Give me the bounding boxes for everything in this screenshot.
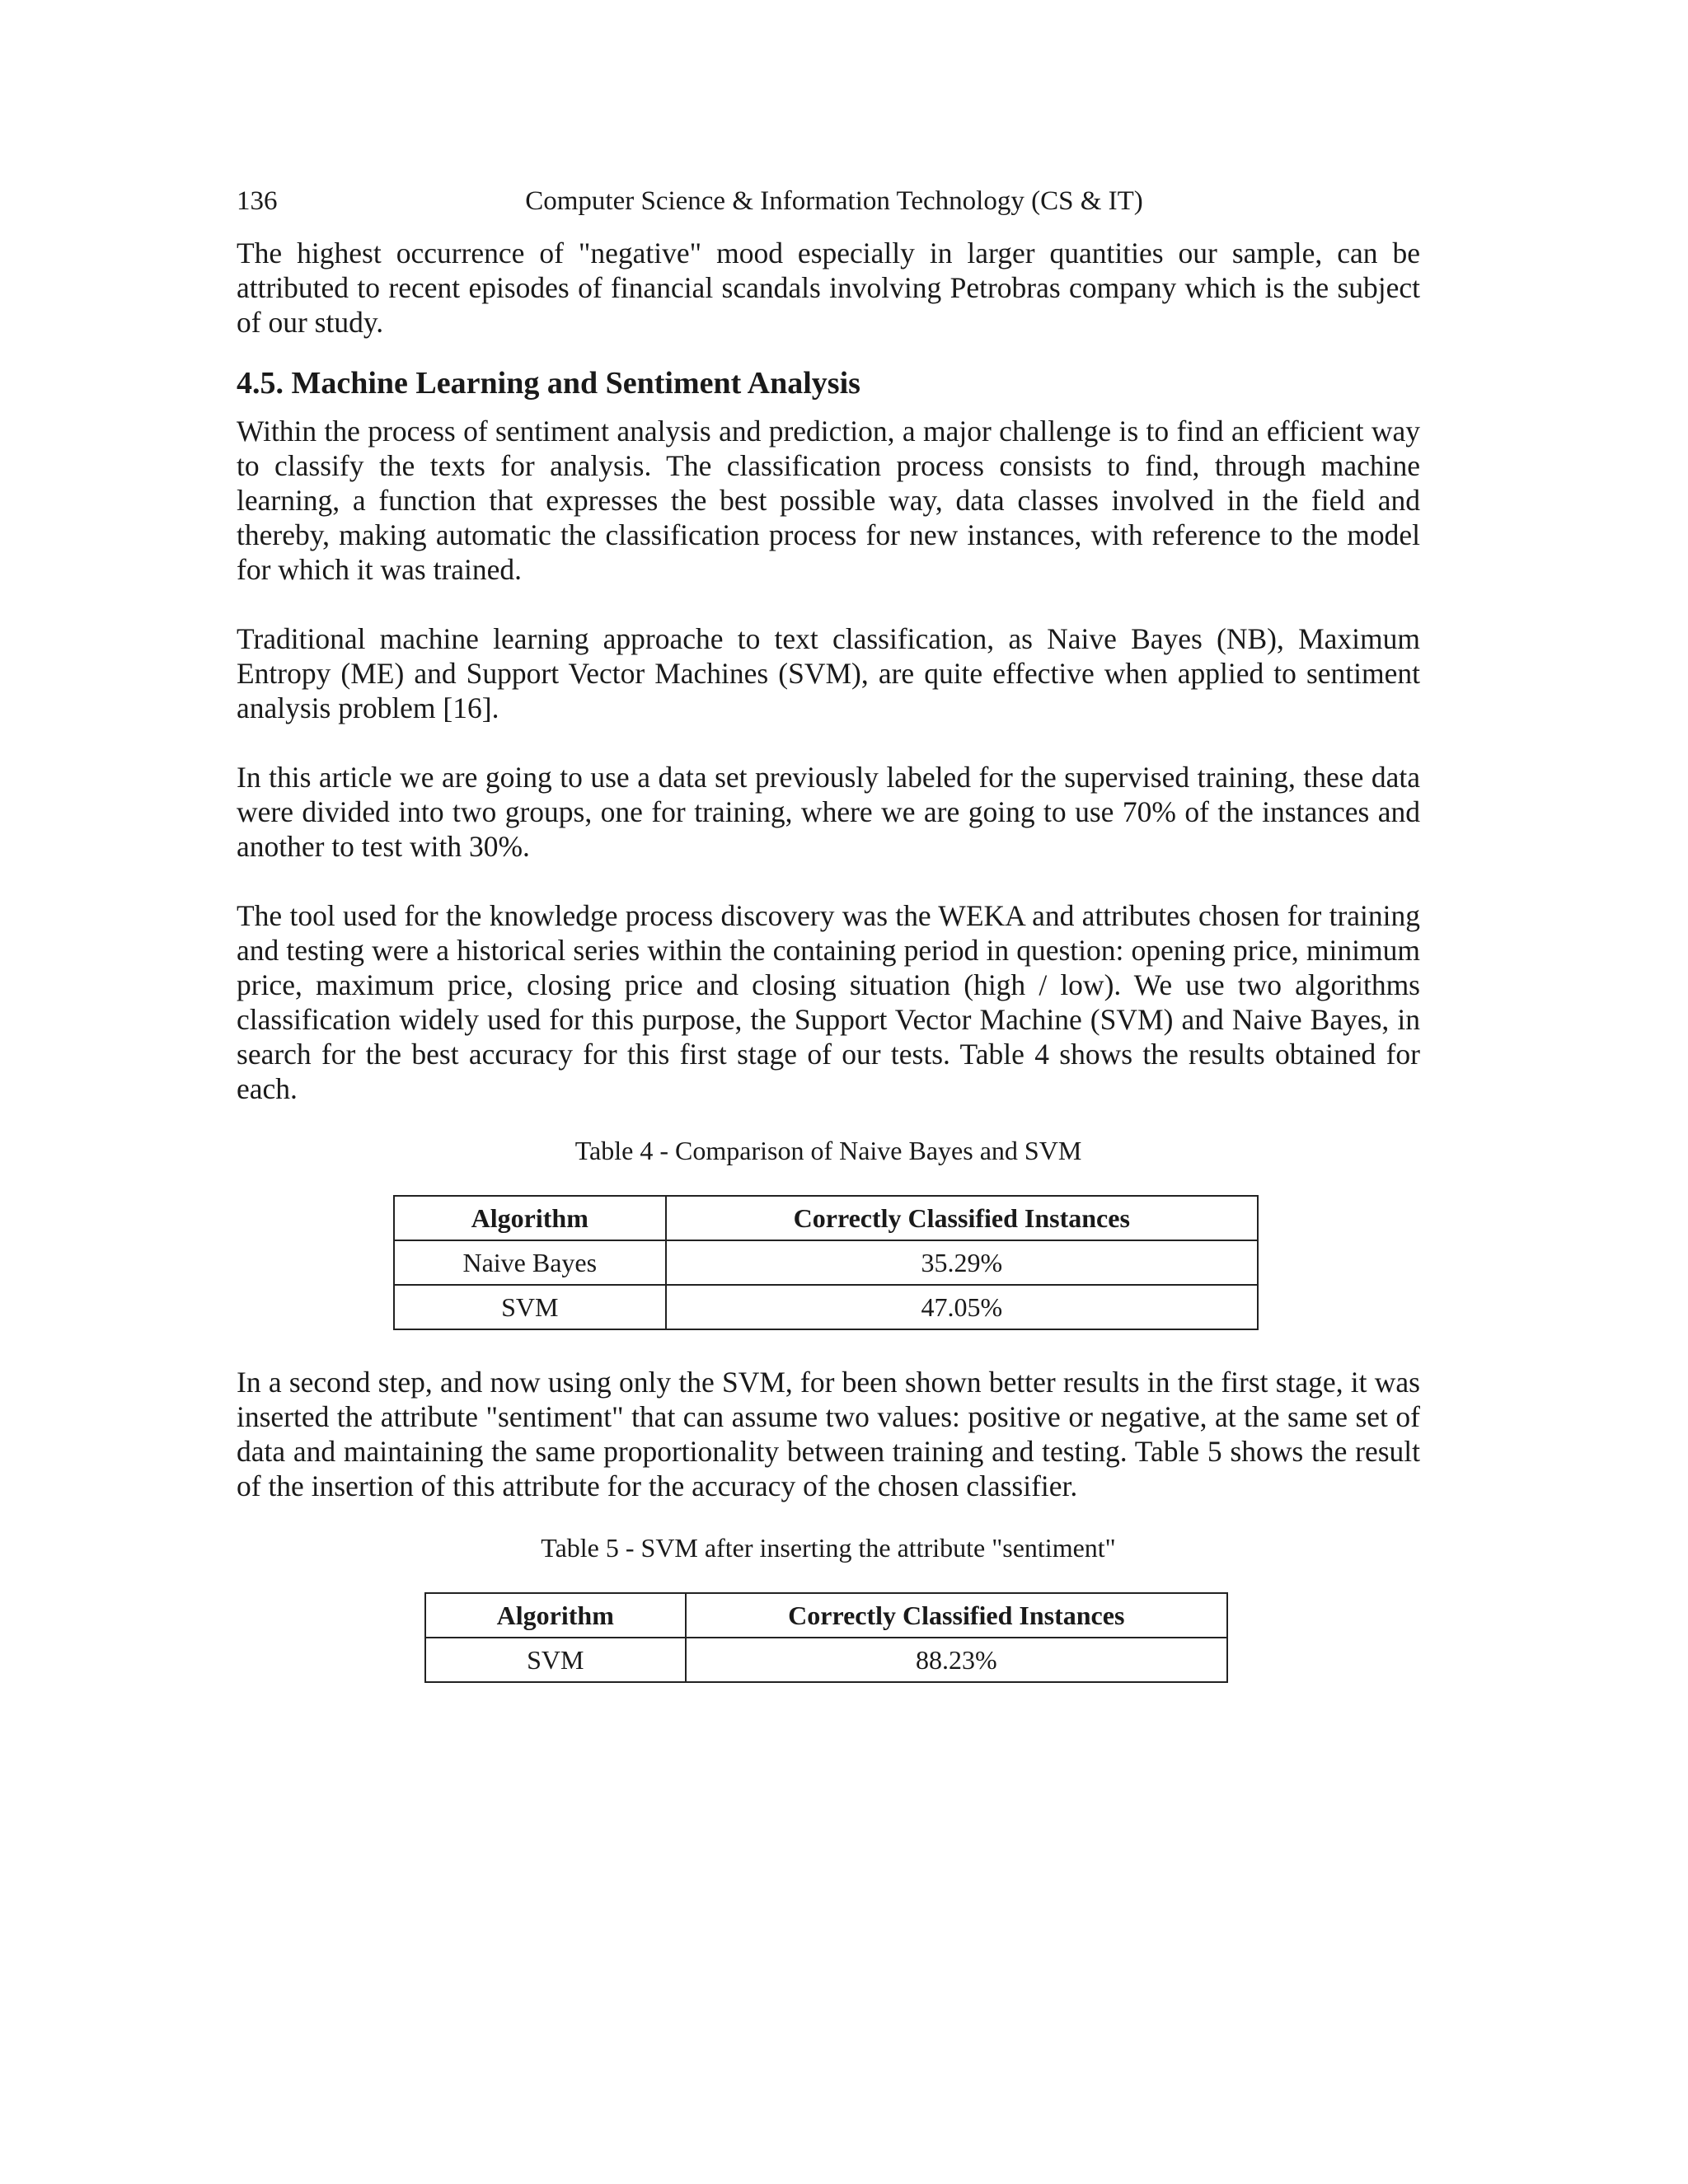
page-content [237,236,1420,1683]
page-header [237,183,1420,219]
table-header-cell: Correctly Classified Instances [666,1196,1258,1240]
table-row [425,1638,1227,1682]
table-cell: SVM [425,1638,686,1682]
table-cell: 35.29% [666,1240,1258,1285]
paragraph-1: Within the process of sentiment analysis and prediction, a major challenge is to find an efficient way to classify the texts for analysis. The classification process consists to find, through machine learning, a function that expresses the best possible way, data classes involved in the field and thereby, making automatic the classification process for new instances, with reference to the model for which it was trained. [237,415,1420,586]
table-cell: Naive Bayes [394,1240,666,1285]
table-header-cell: Algorithm [425,1593,686,1638]
table-4-caption: Table 4 - Comparison of Naive Bayes and SVM [574,1136,1082,1165]
intro-paragraph: The highest occurrence of "negative" mood especially in larger quantities our sample, can be attributed to recent episodes of financial scandals involving Petrobras company which is the subject of our study. [237,237,1420,339]
table-cell: 47.05% [666,1285,1258,1329]
table-header-row [425,1593,1227,1638]
table-header-cell: Correctly Classified Instances [686,1593,1227,1638]
table-4 [393,1195,1259,1330]
table-header-row [394,1196,1258,1240]
table-row [394,1240,1258,1285]
paragraph-2: Traditional machine learning approache to text classification, as Naive Bayes (NB), Maximum Entropy (ME) and Support Vector Machines (SVM), are quite effective when applied to sentiment analysis problem [16]. [237,622,1420,724]
table-5-caption: Table 5 - SVM after inserting the attribute "sentiment" [541,1533,1116,1563]
table-row [394,1285,1258,1329]
table-cell: SVM [394,1285,666,1329]
table-5 [424,1592,1228,1683]
paragraph-4: The tool used for the knowledge process discovery was the WEKA and attributes chosen for training and testing were a historical series within the containing period in question: opening price, minimum price, maximum price, closing price and closing situation (high / low). We use two algorithms classification widely used for this purpose, the Support Vector Machine (SVM) and Naive Bayes, in search for the best accuracy for this first stage of our tests. Table 4 shows the results obtained for each. [237,899,1420,1105]
paragraph-3: In this article we are going to use a data set previously labeled for the supervised training, these data were divided into two groups, one for training, where we are going to use 70% of the instances and another to test with 30%. [237,761,1420,863]
paragraph-5: In a second step, and now using only the SVM, for been shown better results in the first stage, it was inserted the attribute "sentiment" that can assume two values: positive or negative, at the same set of data and maintaining the same proportionality between training and testing. Table 5 shows the result of the insertion of this attribute for the accuracy of the chosen classifier. [237,1366,1420,1502]
table-cell: 88.23% [686,1638,1227,1682]
page-number: 136 [237,186,278,216]
section-heading: 4.5. Machine Learning and Sentiment Analysis [237,366,860,401]
table-header-cell: Algorithm [394,1196,666,1240]
running-title: Computer Science & Information Technology (CS & IT) [525,186,1143,216]
